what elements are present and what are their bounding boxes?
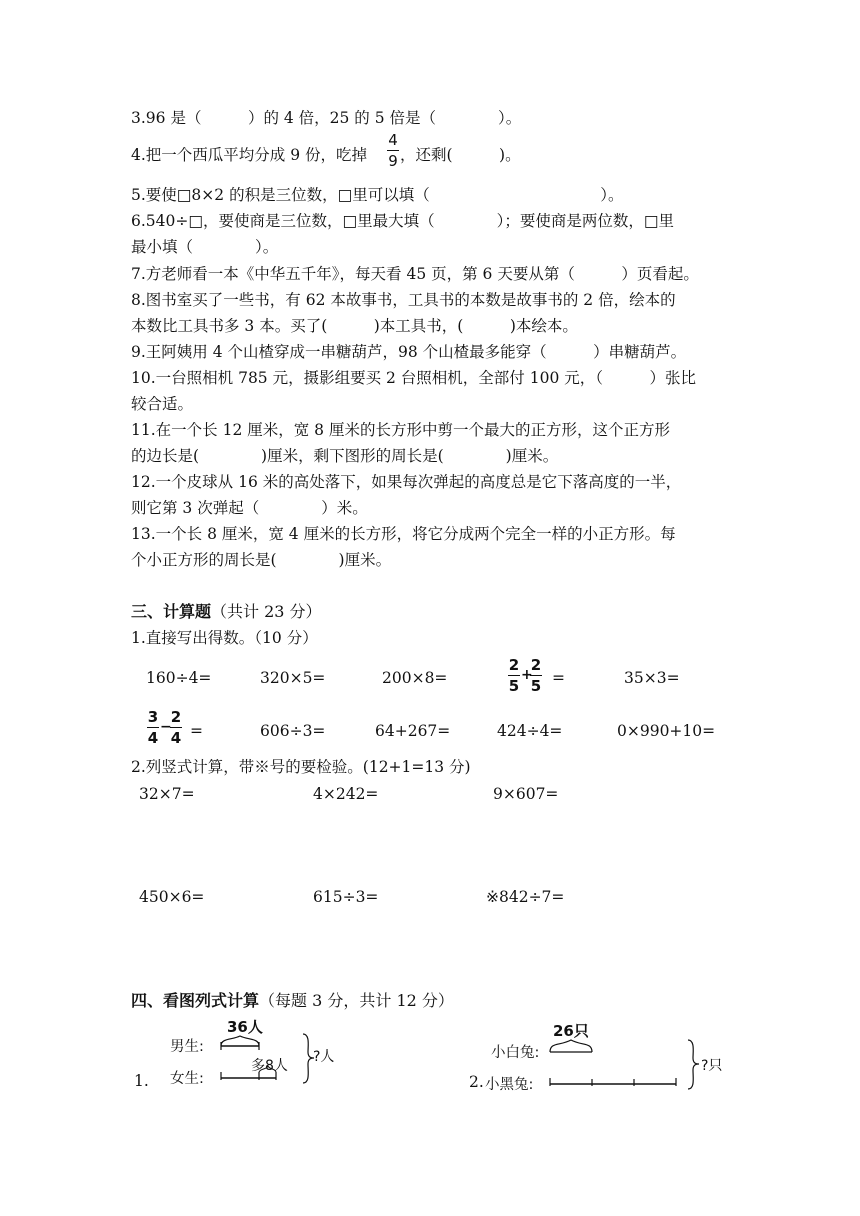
calc-item: 424÷4= xyxy=(497,722,563,740)
question-13-line1: 13.一个长 8 厘米，宽 4 厘米的长方形，将它分成两个完全一样的小正方形。每 xyxy=(131,525,676,543)
question-12-line2: 则它第 3 次弹起（ ）米。 xyxy=(131,499,368,517)
fraction-bar xyxy=(508,675,520,676)
fraction-denominator: 4 xyxy=(170,729,182,747)
calc-item: 64+267= xyxy=(375,722,451,740)
problem-1-number: 1. xyxy=(134,1072,149,1090)
fraction-equals: = xyxy=(190,722,203,740)
question-6-line2: 最小填（ ）。 xyxy=(131,238,279,256)
calc-item: 320×5= xyxy=(260,669,326,687)
question-8-line2: 本数比工具书多 3 本。买了( )本工具书，( )本绘本。 xyxy=(131,317,578,335)
white-rabbit-label: 小白兔: xyxy=(491,1045,540,1061)
calc-item: 606÷3= xyxy=(260,722,326,740)
question-4-fraction xyxy=(387,131,399,170)
fraction-b xyxy=(530,656,542,695)
question-11-line1: 11.在一个长 12 厘米，宽 8 厘米的长方形中剪一个最大的正方形，这个正方形 xyxy=(131,421,670,439)
calc-item: 35×3= xyxy=(624,669,680,687)
question-10-line2: 较合适。 xyxy=(131,395,194,413)
question-10-line1: 10.一台照相机 785 元，摄影组要买 2 台照相机，全部付 100 元，（ ）张比 xyxy=(131,369,696,387)
section-3-sub2: 2.列竖式计算，带※号的要检验。(12+1=13 分) xyxy=(131,758,471,776)
section-4-note: （每题 3 分，共计 12 分） xyxy=(259,991,454,1010)
question-5: 5.要使□8×2 的积是三位数，□里可以填（ ）。 xyxy=(131,186,624,204)
fraction-bar xyxy=(147,727,159,728)
white-rabbit-count-label: 26只 xyxy=(553,1022,589,1040)
section-3-heading xyxy=(131,602,322,622)
fraction-numerator: 4 xyxy=(388,131,398,149)
black-rabbit-label: 小黑兔: xyxy=(485,1077,534,1093)
fraction-operator: + xyxy=(521,667,533,683)
white-rabbit-brace xyxy=(550,1040,592,1052)
section-3-sub1: 1.直接写出得数。（10 分） xyxy=(131,629,318,647)
fraction-denominator: 5 xyxy=(508,677,520,695)
fraction-bar xyxy=(387,150,399,151)
section-4-heading xyxy=(131,991,454,1011)
vertical-calc-item: ※842÷7= xyxy=(486,888,565,906)
fraction-a xyxy=(147,708,159,747)
question-8-line1: 8.图书室买了一些书，有 62 本故事书，工具书的本数是故事书的 2 倍，绘本的 xyxy=(131,291,676,309)
question-12-line1: 12.一个皮球从 16 米的高处落下，如果每次弹起的高度总是它下落高度的一半， xyxy=(131,473,682,491)
calc-item: 0×990+10= xyxy=(617,722,716,740)
fraction-denominator: 5 xyxy=(530,677,542,695)
fraction-numerator: 2 xyxy=(170,708,182,726)
question-9: 9.王阿姨用 4 个山楂穿成一串糖葫芦，98 个山楂最多能穿（ ）串糖葫芦。 xyxy=(131,343,687,361)
fraction-equals: = xyxy=(552,669,565,687)
total-brace-2 xyxy=(688,1040,699,1089)
fraction-numerator: 3 xyxy=(147,708,159,726)
calc-item: 160÷4= xyxy=(146,669,212,687)
fraction-numerator: 2 xyxy=(530,656,542,674)
problem-2-number: 2. xyxy=(469,1073,484,1091)
boys-brace xyxy=(221,1036,259,1046)
calc-item: 200×8= xyxy=(382,669,448,687)
question-4-tail: ，还剩( )。 xyxy=(400,146,521,164)
fraction-denominator: 4 xyxy=(147,729,159,747)
girls-label: 女生: xyxy=(170,1071,204,1087)
fraction-bar xyxy=(170,727,182,728)
question-11-line2: 的边长是( )厘米，剩下图形的周长是( )厘米。 xyxy=(131,447,559,465)
question-13-line2: 个小正方形的周长是( )厘米。 xyxy=(131,551,392,569)
vertical-calc-item: 9×607= xyxy=(493,785,559,803)
fraction-numerator: 2 xyxy=(508,656,520,674)
fraction-bar xyxy=(530,675,542,676)
vertical-calc-item: 450×6= xyxy=(139,888,205,906)
question-7: 7.方老师看一本《中华五千年》，每天看 45 页，第 6 天要从第（ ）页看起。 xyxy=(131,265,699,283)
question-3: 3.96 是（ ）的 4 倍，25 的 5 倍是（ ）。 xyxy=(131,109,522,127)
fraction-denominator: 9 xyxy=(388,152,398,170)
section-4-title: 四、看图列式计算 xyxy=(131,991,260,1010)
boys-label: 男生: xyxy=(170,1039,204,1055)
vertical-calc-item: 32×7= xyxy=(139,785,195,803)
vertical-calc-item: 615÷3= xyxy=(313,888,379,906)
vertical-calc-item: 4×242= xyxy=(313,785,379,803)
fraction-operator: − xyxy=(160,719,172,735)
fraction-b xyxy=(170,708,182,747)
fraction-a xyxy=(508,656,520,695)
total-question-label-2: ?只 xyxy=(701,1058,723,1074)
section-3-note: （共计 23 分） xyxy=(211,602,322,621)
section-3-title: 三、计算题 xyxy=(131,602,212,621)
question-6-line1: 6.540÷□，要使商是三位数，□里最大填（ ）；要使商是两位数，□里 xyxy=(131,212,675,230)
more-label: 多8人 xyxy=(251,1058,288,1074)
total-question-label: ?人 xyxy=(313,1049,335,1065)
boys-count-label: 36人 xyxy=(227,1018,263,1036)
question-4-text: 4.把一个西瓜平均分成 9 份，吃掉 xyxy=(131,146,368,164)
